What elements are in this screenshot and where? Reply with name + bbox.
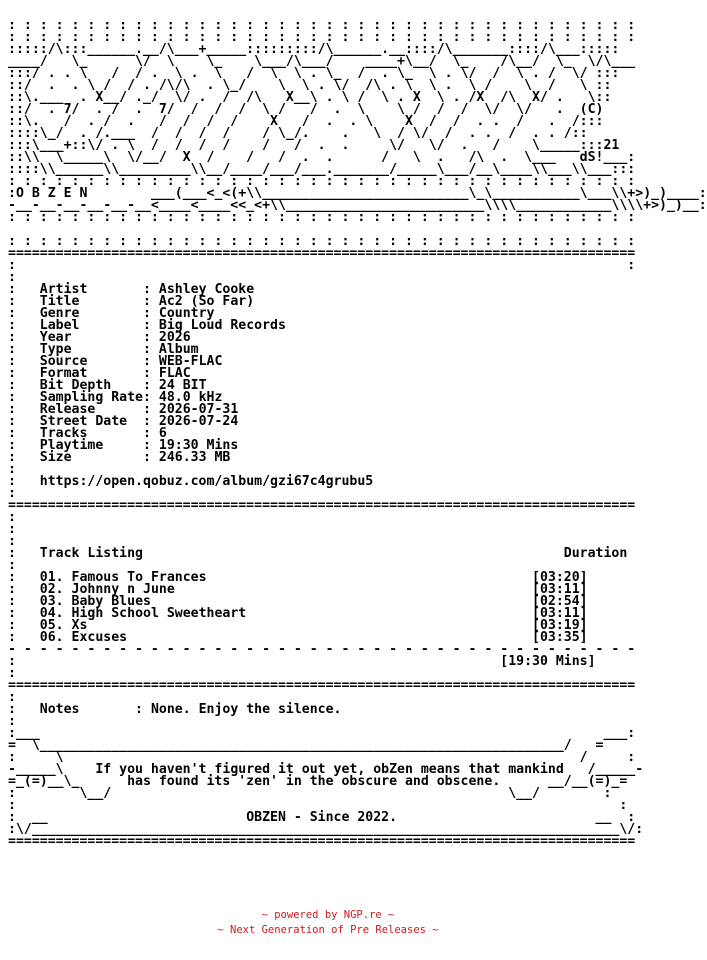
track-number: 04. xyxy=(39,606,64,621)
release-field-label: Tracks xyxy=(39,426,143,441)
obzen-since: OBZEN - Since 2022. xyxy=(246,810,398,825)
release-field-label: Street Date xyxy=(39,414,143,429)
art-number: 21 xyxy=(603,138,620,153)
track-title: Baby Blues xyxy=(71,594,533,609)
release-field-value: 24 BIT xyxy=(158,378,207,393)
release-field-label: Artist xyxy=(39,282,143,297)
release-field-label: Playtime xyxy=(39,438,143,453)
release-field-label: Type xyxy=(39,342,143,357)
track-title: Johnny n June xyxy=(71,582,533,597)
notes-label: Notes xyxy=(39,702,136,717)
notes-text: None. Enjoy the silence. xyxy=(150,702,342,717)
release-field-label: Bit Depth xyxy=(39,378,143,393)
track-title: Xs xyxy=(71,618,533,633)
track-duration: [02:54] xyxy=(532,594,588,609)
release-field-value: 2026 xyxy=(158,330,191,345)
track-number: 05. xyxy=(39,618,64,633)
track-title: Excuses xyxy=(71,630,533,645)
total-playtime: [19:30 Mins] xyxy=(500,654,596,669)
track-duration: [03:20] xyxy=(532,570,588,585)
release-field-label: Label xyxy=(39,318,143,333)
track-number: 06. xyxy=(39,630,64,645)
tracklist-header: Track Listing xyxy=(39,546,143,561)
track-title: Famous To Frances xyxy=(71,570,533,585)
release-field-value: 2026-07-24 xyxy=(158,414,239,429)
track-duration: [03:11] xyxy=(532,606,588,621)
release-field-label: Release xyxy=(39,402,143,417)
release-field-value: WEB-FLAC xyxy=(158,354,223,369)
track-number: 03. xyxy=(39,594,64,609)
release-field-value: Album xyxy=(158,342,199,357)
release-field-value: Ashley Cooke xyxy=(158,282,255,297)
release-field-label: Source xyxy=(39,354,143,369)
release-field-value: Country xyxy=(158,306,215,321)
footer-line-1: If you haven't figured it out yet, obZen means that mankind xyxy=(95,762,564,777)
release-field-label: Year xyxy=(39,330,143,345)
footer-line-2: has found its 'zen' in the obscure and obscene. xyxy=(127,774,501,789)
release-field-value: Big Loud Records xyxy=(158,318,286,333)
release-field-label: Format xyxy=(39,366,143,381)
album-url: https://open.qobuz.com/album/gzi67c4grubu5 xyxy=(39,474,374,489)
release-field-value: 246.33 MB xyxy=(158,450,231,465)
duration-header: Duration xyxy=(563,546,628,561)
ngp-tagline: ~ Next Generation of Pre Releases ~ xyxy=(217,924,439,936)
powered-by-credit: ~ powered by NGP.re ~ xyxy=(261,909,395,921)
release-field-label: Genre xyxy=(39,306,143,321)
track-number: 01. xyxy=(39,570,64,585)
release-field-value: 2026-07-31 xyxy=(158,402,239,417)
logo-text: O B Z E N xyxy=(15,186,143,201)
artist-signature: dS! xyxy=(579,150,604,165)
release-field-value: 19:30 Mins xyxy=(158,438,239,453)
track-number: 02. xyxy=(39,582,64,597)
nfo-text: : : : : : : : : : : : : : : : : : : : : : : : : : : : : : : : : : : : : : : : : : : : : : : : : : : : : : : : : : : : : : : : : : : : : : : : : : : : : : : : : :::::/\:::______.__/\___+_____:::::::::/\______.__::::/\_______::::/\___::::: ____/ \_ \/ \ \_ \___/\___/ ____+\__/ \_ /\__/ \_ \/\___ :::/ . . \ / / . \ . \ / \ \ . \_ / . \_ \ . \/ / \ . / \/ ::: ::/ . . \ / / . /\/\ . \_/ \ \ . \/ /\ . \ \ . \ / \ / \ :: ::\.___ . X__/ ._/ \/ . / /\ X__\ . \ / \ . X \ . /X /\ X/ . \:: ::/ . 7/ . / . 7/ / / / \ / / . \ \ / / / \/ \/ . (C) ::\. / . / . / / / / X / . . \ X / / . . / . /::: ::::\_/ . /.___ / / / / / \_/. . \ / \/ / . . / . . /:: :::\___+::\/ . \ / / / / / / . . \/ \/ . / \_____:::21 ::\\ \_____\ \/__/ X / / / . . / \ . /\ . \___ dS!___: ::::\\______\\_________\\__/____/___/___._______/_____\___/__\____\\___\\___::: : : : : : : : : : : : : : : : : : : : : : : : : : : : : : : : : : : : : : : : : :O B Z E N ___(___<_<(+\\__________________________\_\___________\___\\+>)_)____: -__-__-__-__-__-__<____<____<<_<+\\_________________________\\\\____________\\\\+>)_)__: : : : : : : : : : : : : : : : : : : : : : : : : : : : : : : : : : : : : : : : : : : : : : : : : : : : : : : : : : : : : : : : : : : : : : : : : : : : : : : : : =============================================================================== : : : : Artist : Ashley Cooke : Title : Ac2 (So Far) : Genre : Country : Label : Big Loud Records : Year : 2026 : Type : Album : Source : WEB-FLAC : Format : FLAC : Bit Depth : 24 BIT : Sampling Rate: 48.0 kHz : Release : 2026-07-31 : Street Date : 2026-07-24 : Tracks : 6 : Playtime : 19:30 Mins : Size : 246.33 MB : : https://open.qobuz.com/album/gzi67c4grubu5 : =============================================================================== : : : : Track Listing Duration : : 01. Famous To Frances [03:20] : 02. Johnny n June [03:11] : 03. Baby Blues [02:54] : 04. High School Sweetheart [03:11] : 05. Xs [03:19] : 06. Excuses [03:35] - - - - - - - - - - - - - - - - - - - - - - - - - - - - - - - - - - - - - - - - : [19:30 Mins] : =============================================================================== : : Notes : None. Enjoy the silence. : :___ ___: = \__________________________________________________________________/ = : \ / : -_____\ If you haven't figured it out yet, obZen means that mankind /_____- =_(=)__\_ has found its 'zen' in the obscure and obscene. __/__(=)_= : \__/ \__/ : : : : __ OBZEN - Since 2022. __ : :\/__________________________________________________________________________\/: =============================================================================== xyxy=(8,18,707,849)
track-title: High School Sweetheart xyxy=(71,606,533,621)
release-field-label: Sampling Rate xyxy=(39,390,143,405)
release-field-value: 48.0 kHz xyxy=(158,390,223,405)
track-duration: [03:19] xyxy=(532,618,588,633)
track-duration: [03:11] xyxy=(532,582,588,597)
release-field-value: Ac2 (So Far) xyxy=(158,294,255,309)
release-field-value: FLAC xyxy=(158,366,191,381)
release-field-label: Size xyxy=(39,450,143,465)
track-duration: [03:35] xyxy=(532,630,588,645)
release-field-value: 6 xyxy=(158,426,167,441)
release-field-label: Title xyxy=(39,294,143,309)
